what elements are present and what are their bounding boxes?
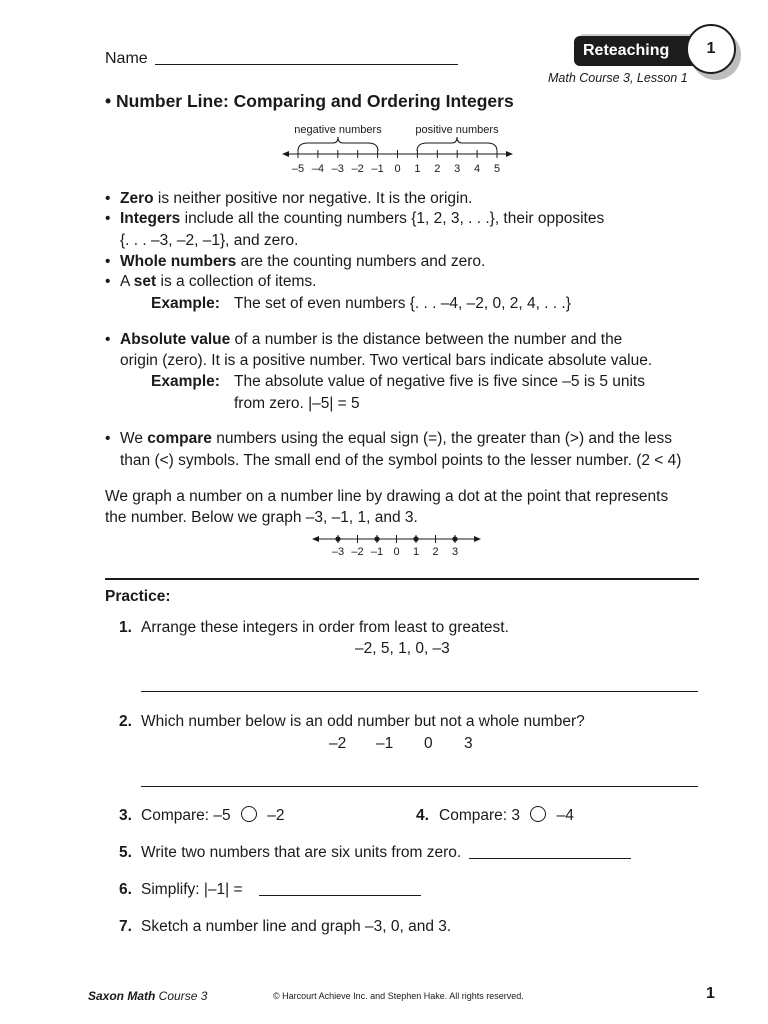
q3-compare-circle[interactable] bbox=[241, 806, 257, 822]
title-bullet: • bbox=[105, 91, 116, 111]
tick-label: 0 bbox=[393, 546, 400, 558]
number-line-2-axis bbox=[312, 535, 481, 558]
compare-pre: We bbox=[120, 430, 148, 447]
set-term: set bbox=[133, 273, 157, 290]
graphed-point bbox=[335, 536, 340, 541]
tick-label: 1 bbox=[412, 546, 420, 558]
q3-compare bbox=[141, 805, 284, 826]
title-text: Number Line: Comparing and Ordering Integers bbox=[116, 91, 514, 111]
abs-example-label: Example: bbox=[151, 373, 220, 390]
tick-label: –1 bbox=[370, 546, 384, 558]
q4-number: 4. bbox=[416, 807, 429, 824]
abs-term: Absolute value bbox=[120, 331, 231, 348]
q2-number: 2. bbox=[119, 713, 132, 730]
integers-term: Integers bbox=[120, 210, 181, 227]
positive-brace bbox=[417, 137, 497, 151]
tick-label: 5 bbox=[493, 163, 501, 175]
tick-label: 3 bbox=[454, 163, 461, 175]
graphed-point bbox=[413, 536, 418, 541]
abs-text: of a number is the distance between the number and the bbox=[230, 331, 623, 348]
compare-text: numbers using the equal sign (=), the greater than (>) and the less bbox=[211, 430, 673, 447]
reteaching-badge: Reteaching bbox=[574, 36, 695, 66]
compare-text-line2: than (<) symbols. The small end of the symbol points to the lesser number. (2 < 4) bbox=[120, 452, 682, 469]
q6-text: Simplify: |–1| = bbox=[141, 881, 243, 898]
axis-arrow-right bbox=[474, 536, 481, 542]
q5-number: 5. bbox=[119, 844, 132, 861]
set-example-label: Example: bbox=[151, 295, 220, 312]
practice-divider bbox=[105, 578, 699, 580]
tick-label: –5 bbox=[291, 163, 305, 175]
q2-option: –2 bbox=[329, 735, 347, 752]
zero-bullet bbox=[120, 188, 472, 209]
q4-left: Compare: 3 bbox=[439, 807, 520, 824]
abs-example-text: The absolute value of negative five is five since –5 is 5 units bbox=[234, 373, 645, 390]
whole-text: are the counting numbers and zero. bbox=[236, 253, 486, 270]
q6-answer-line[interactable] bbox=[259, 895, 421, 896]
footer-brand-bold: Saxon Math bbox=[88, 989, 156, 1003]
tick-label: –3 bbox=[331, 163, 344, 175]
set-text: is a collection of items. bbox=[156, 273, 317, 290]
lesson-number-badge: 1 bbox=[686, 24, 736, 74]
whole-bullet bbox=[120, 251, 485, 272]
q7-number: 7. bbox=[119, 918, 132, 935]
compare-term: compare bbox=[147, 430, 212, 447]
number-line-neg-pos bbox=[280, 118, 520, 178]
positive-numbers-label: positive numbers bbox=[415, 124, 499, 136]
number-line-1-axis bbox=[282, 150, 513, 175]
tick-label: 2 bbox=[432, 546, 439, 558]
negative-brace bbox=[298, 137, 378, 151]
tick-label: –1 bbox=[371, 163, 384, 175]
q1-text: Arrange these integers in order from least to greatest. bbox=[141, 619, 509, 636]
q4-compare bbox=[439, 805, 574, 826]
page-number: 1 bbox=[706, 985, 715, 1002]
set-bullet bbox=[120, 271, 316, 292]
q6-number: 6. bbox=[119, 881, 132, 898]
zero-text: is neither positive nor negative. It is the origin. bbox=[153, 190, 473, 207]
axis-arrow-left bbox=[312, 536, 319, 542]
tick-label: 0 bbox=[394, 163, 401, 175]
integers-text: include all the counting numbers {1, 2, 3, . . .}, their opposites bbox=[180, 210, 605, 227]
tick-label: –3 bbox=[331, 546, 345, 558]
q3-number: 3. bbox=[119, 807, 132, 824]
q2-option: 3 bbox=[464, 735, 473, 752]
set-pre: A bbox=[120, 273, 134, 290]
q3-left: Compare: –5 bbox=[141, 807, 231, 824]
graphed-number-line bbox=[308, 528, 493, 564]
integers-bullet bbox=[120, 208, 604, 229]
zero-term: Zero bbox=[120, 190, 154, 207]
abs-example-text-line2: from zero. |–5| = 5 bbox=[234, 395, 360, 412]
integers-text-line2: {. . . –3, –2, –1}, and zero. bbox=[120, 232, 299, 249]
q2-option: –1 bbox=[376, 735, 394, 752]
tick-label: 4 bbox=[474, 163, 481, 175]
name-field[interactable] bbox=[155, 64, 458, 65]
axis-arrow-left bbox=[282, 151, 289, 157]
q1-number: 1. bbox=[119, 619, 132, 636]
tick-label: –2 bbox=[351, 163, 364, 175]
q2-text: Which number below is an odd number but not a whole number? bbox=[141, 713, 585, 730]
abs-text-line2: origin (zero). It is a positive number. Two vertical bars indicate absolute value. bbox=[120, 352, 653, 369]
tick-label: –2 bbox=[351, 546, 364, 558]
compare-bullet bbox=[120, 428, 672, 449]
tick-label: –4 bbox=[311, 163, 325, 175]
tick-label: 1 bbox=[414, 163, 421, 175]
axis-arrow-right bbox=[506, 151, 513, 157]
tick-label: 3 bbox=[451, 546, 459, 558]
q4-compare-circle[interactable] bbox=[530, 806, 546, 822]
graphed-point bbox=[374, 536, 379, 541]
tick-label: 2 bbox=[434, 163, 441, 175]
whole-term: Whole numbers bbox=[120, 253, 237, 270]
negative-numbers-label: negative numbers bbox=[294, 124, 382, 136]
name-label: Name bbox=[105, 50, 148, 67]
set-example-text: The set of even numbers {. . . –4, –2, 0, 2, 4, . . .} bbox=[234, 295, 571, 312]
lesson-reference: Math Course 3, Lesson 1 bbox=[548, 71, 688, 85]
footer-copyright: © Harcourt Achieve Inc. and Stephen Hake. All rights reserved. bbox=[273, 991, 524, 1001]
page-title bbox=[105, 91, 514, 112]
graph-intro-line2: the number. Below we graph –3, –1, 1, and 3. bbox=[105, 509, 418, 526]
absolute-value-bullet bbox=[120, 329, 622, 350]
graph-intro-line1: We graph a number on a number line by drawing a dot at the point that represents bbox=[105, 488, 669, 505]
q5-answer-line[interactable] bbox=[469, 858, 631, 859]
q2-option: 0 bbox=[424, 735, 433, 752]
q7-text: Sketch a number line and graph –3, 0, and 3. bbox=[141, 918, 452, 935]
practice-heading: Practice: bbox=[105, 588, 171, 605]
q2-answer-line[interactable] bbox=[141, 786, 698, 787]
footer-brand bbox=[88, 989, 207, 1003]
graphed-point bbox=[452, 536, 457, 541]
footer-brand-rest: Course 3 bbox=[155, 989, 208, 1003]
q3-right: –2 bbox=[267, 807, 285, 824]
q1-answer-line[interactable] bbox=[141, 691, 698, 692]
q1-values: –2, 5, 1, 0, –3 bbox=[355, 640, 450, 657]
q4-right: –4 bbox=[556, 807, 574, 824]
q5-text: Write two numbers that are six units from zero. bbox=[141, 844, 462, 861]
